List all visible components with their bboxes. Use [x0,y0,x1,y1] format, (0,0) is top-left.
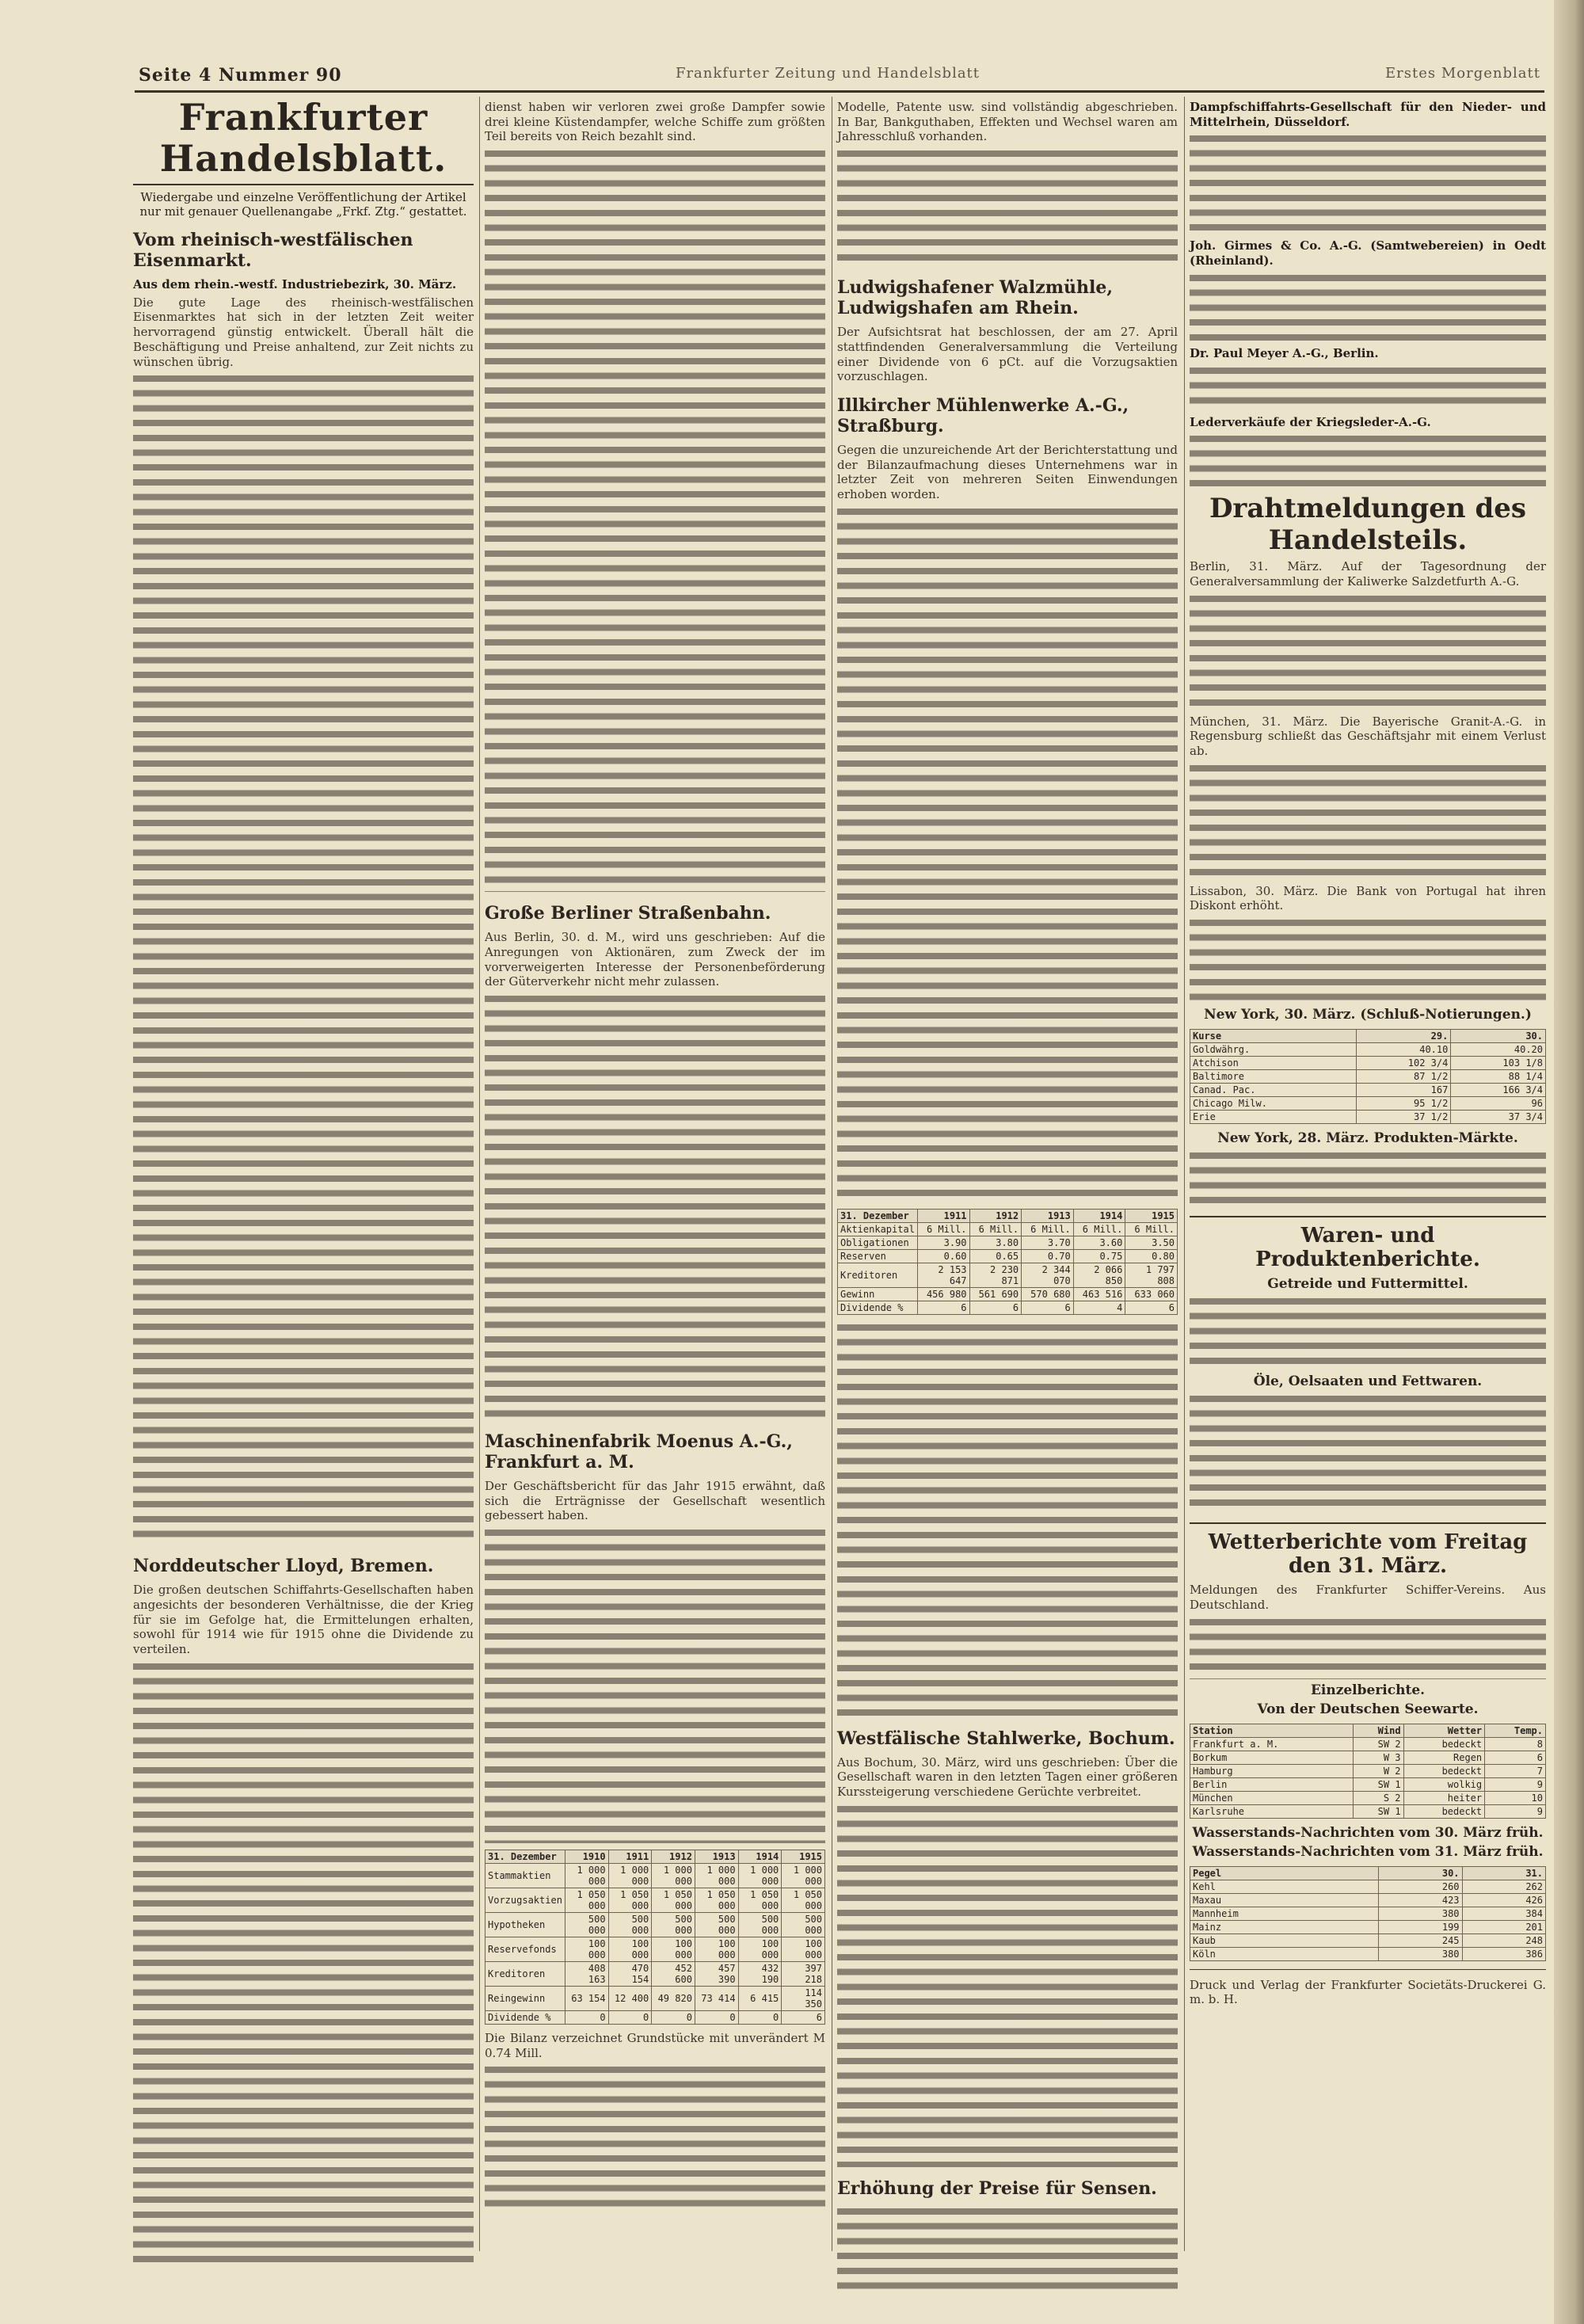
table-cell: 102 3/4 [1356,1057,1451,1070]
table-cell: Aktienkapital [838,1222,918,1236]
table-cell: 88 1/4 [1451,1070,1546,1084]
article-dateline: Aus dem rhein.-westf. Industriebezirk, 30. März. [133,277,457,291]
table-cell: 561 690 [969,1287,1022,1301]
table-cell: 49 820 [652,1987,695,2011]
table-cell: 12 400 [608,1987,652,2011]
notice-body-text [1190,272,1546,343]
table-cell: Hamburg [1190,1764,1354,1777]
report-body-text [1190,1392,1546,1511]
column-header: 1911 [917,1209,969,1222]
table-cell: 6 Mill. [969,1222,1022,1236]
column-header: 1915 [1125,1209,1178,1222]
article-body-text [485,2063,825,2214]
article-body-text [133,372,474,1545]
column-header: 29. [1356,1030,1451,1043]
report-body-text [1190,1295,1546,1370]
table-cell: S 2 [1353,1791,1403,1804]
table-cell: 408 163 [565,1962,608,1987]
table-cell: 6 Mill. [917,1222,969,1236]
article-body-text [837,1321,1178,1717]
table-row [1190,1070,1546,1084]
table-cell: Baltimore [1190,1070,1357,1084]
table-row [1190,1764,1546,1777]
table-cell: 1 797 808 [1125,1263,1178,1287]
table-cell: 100 000 [782,1937,825,1962]
table-cell: 6 [917,1301,969,1314]
table-row [838,1249,1178,1263]
table-cell: 96 [1451,1097,1546,1111]
table-cell: 260 [1379,1880,1462,1893]
section-heading: Drahtmeldungen des Handelsteils. [1209,493,1527,557]
table-row [1190,1111,1546,1124]
table-cell: 100 000 [565,1937,608,1962]
notice: Dampfschiffahrts-Gesellschaft für den Nieder- und Mittelrhein, Düsseldorf. [1190,100,1546,129]
table-header-row [838,1209,1178,1222]
column-header: Kurse [1190,1030,1357,1043]
table-cell: 6 Mill. [1125,1222,1178,1236]
table-row [1190,1777,1546,1791]
column-rule [1184,97,1185,2251]
table-cell: 457 390 [695,1962,738,1987]
table-cell: 37 3/4 [1451,1111,1546,1124]
column-header: Temp. [1485,1724,1546,1737]
subsection-heading: Einzelberichte. [1310,1682,1426,1698]
table-cell: 463 516 [1073,1287,1125,1301]
page-header [139,65,1540,86]
table-cell: bedeckt [1403,1764,1485,1777]
table-header-row [485,1850,825,1864]
article-body-text [837,147,1178,266]
table-cell: 0 [695,2011,738,2025]
balance-table [485,1850,825,2025]
table-cell: Berlin [1190,1777,1354,1791]
article-headline: Erhöhung der Preise für Sensen. [837,2177,1157,2199]
article-paragraph: Aus Bochum, 30. März, wird uns geschrieben: Über die Gesellschaft waren in den letzten Tagen einer größeren Kurssteigerung verschiedene Gerüchte verbreitet. [837,1754,1178,1800]
table-row [838,1263,1178,1287]
market-heading: New York, 30. März. (Schluß-Notierungen.) [1204,1007,1532,1023]
table-cell: wolkig [1403,1777,1485,1791]
column-header: 1914 [1073,1209,1125,1222]
page-edge [1554,0,1584,2324]
column-header: 1912 [969,1209,1022,1222]
balance-table [837,1209,1178,1315]
table-cell: 500 000 [782,1913,825,1937]
table-cell: 87 1/2 [1356,1070,1451,1084]
table-cell: 100 000 [652,1937,695,1962]
table-row [485,1864,825,1888]
table-cell: W 3 [1353,1751,1403,1764]
table-row [1190,1791,1546,1804]
column-3 [837,97,1178,2295]
table-cell: 262 [1462,1880,1545,1893]
table-cell: SW 2 [1353,1737,1403,1751]
article-paragraph: Der Geschäftsbericht für das Jahr 1915 erwähnt, daß sich die Erträgnisse der Gesellschaft wesentlich gebessert haben. [485,1478,825,1523]
table-cell: Hypotheken [485,1913,565,1937]
masthead-subtitle: Wiedergabe und einzelne Veröffentlichung der Artikel nur mit genauer Quellenangabe „Frkf. Ztg.“ gestattet. [139,190,467,219]
table-cell: 100 000 [608,1937,652,1962]
table-cell: 0.65 [969,1249,1022,1263]
weather-subtitle: Meldungen des Frankfurter Schiffer-Vereins. Aus Deutschland. [1190,1583,1546,1612]
telegram: Berlin, 31. März. Auf der Tagesordnung der Generalversammlung der Kaliwerke Salzdetfurth A.-G. [1190,559,1546,589]
table-row [485,1987,825,2011]
table-cell: Atchison [1190,1057,1357,1070]
table-cell: 1 000 000 [695,1864,738,1888]
table-cell: 2 153 647 [917,1263,969,1287]
table-cell: Kehl [1190,1880,1379,1893]
table-cell: 1 050 000 [652,1888,695,1913]
article-headline: Ludwigshafener Walzmühle, Ludwigshafen am Rhein. [837,277,1114,319]
table-cell: 633 060 [1125,1287,1178,1301]
table-cell: 452 600 [652,1962,695,1987]
article-body-text [485,992,825,1420]
table-header-row [1190,1030,1546,1043]
table-row [838,1301,1178,1314]
table-cell: Maxau [1190,1893,1379,1907]
table-cell: 423 [1379,1893,1462,1907]
column-header: 31. [1462,1866,1545,1880]
section-heading: Waren- und Produktenberichte. [1190,1216,1546,1271]
table-header-row [1190,1724,1546,1737]
header-edition: Erstes Morgenblatt [1385,65,1540,82]
table-cell: 470 154 [608,1962,652,1987]
article-paragraph: Die gute Lage des rheinisch-westfälischen Eisenmarktes hat sich in der letzten Zeit weiter hervorragend günstig entwickelt. Überall hält die Beschäftigung und Preise anhaltend, zur Zeit nichts zu wünschen übrig. [133,295,474,369]
table-cell: 8 [1485,1737,1546,1751]
table-cell: 3.60 [1073,1236,1125,1249]
table-cell: Frankfurt a. M. [1190,1737,1354,1751]
column-2 [485,97,825,2217]
article-paragraph: Der Aufsichtsrat hat beschlossen, der am 27. April stattfindenden Generalversammlung die Verteilung einer Dividende von 6 pCt. auf die Vorzugsaktien vorzuschlagen. [837,325,1178,384]
table-cell: 6 [1485,1751,1546,1764]
table-row [1190,1057,1546,1070]
table-cell: 114 350 [782,1987,825,2011]
table-cell: 386 [1462,1947,1545,1960]
article-headline: Westfälische Stahlwerke, Bochum. [837,1728,1175,1749]
table-row [1190,1097,1546,1111]
table-cell: Kreditoren [838,1263,918,1287]
market-heading: New York, 28. März. Produkten-Märkte. [1217,1130,1518,1147]
table-row [485,1888,825,1913]
column-header: Wind [1353,1724,1403,1737]
table-cell: 0.60 [917,1249,969,1263]
article-paragraph: Modelle, Patente usw. sind vollständig abgeschrieben. In Bar, Bankguthaben, Effekten und Wechsel waren am Jahresschluß vorhanden. [837,100,1178,144]
table-cell: Kaub [1190,1933,1379,1947]
table-cell: Chicago Milw. [1190,1097,1357,1111]
column-header: 31. Dezember [838,1209,918,1222]
table-cell: 95 1/2 [1356,1097,1451,1111]
table-cell: 1 000 000 [565,1864,608,1888]
column-header: Pegel [1190,1866,1379,1880]
notice-body-text [1190,364,1546,412]
table-row [838,1222,1178,1236]
table-cell: 1 050 000 [695,1888,738,1913]
telegram-body-text [1190,762,1546,881]
column-header: Station [1190,1724,1354,1737]
table-cell: 6 415 [738,1987,782,2011]
table-cell: 40.20 [1451,1043,1546,1057]
column-header: 1912 [652,1850,695,1864]
table-row [485,1962,825,1987]
page-number: Seite 4 Nummer 90 [139,65,342,86]
column-header: 1913 [1022,1209,1074,1222]
table-row [1190,1084,1546,1097]
article-body-text [837,505,1178,1202]
subsection-heading: Öle, Oelsaaten und Fettwaren. [1253,1373,1483,1390]
table-cell: 245 [1379,1933,1462,1947]
column-header: Wetter [1403,1724,1485,1737]
column-header: 31. Dezember [485,1850,565,1864]
table-cell: 456 980 [917,1287,969,1301]
subsection-heading: Getreide und Futtermittel. [1267,1276,1468,1293]
table-cell: Obligationen [838,1236,918,1249]
imprint: Druck und Verlag der Frankfurter Societäts-Druckerei G. m. b. H. [1190,1977,1546,2007]
table-cell: 103 1/8 [1451,1057,1546,1070]
table-cell: Dividende % [838,1301,918,1314]
table-cell: 167 [1356,1084,1451,1097]
table-cell: Borkum [1190,1751,1354,1764]
table-row [1190,1893,1546,1907]
notice: Joh. Girmes & Co. A.-G. (Samtwebereien) in Oedt (Rheinland). [1190,238,1546,269]
article-body-text [837,1803,1178,2167]
table-cell: 500 000 [738,1913,782,1937]
table-header-row [1190,1866,1546,1880]
table-cell: München [1190,1791,1354,1804]
article-headline: Maschinenfabrik Moenus A.-G., Frankfurt a. M. [485,1431,793,1473]
section-heading: Wasserstands-Nachrichten vom 30. März früh. [1192,1824,1544,1841]
table-cell: 3.80 [969,1236,1022,1249]
column-header: 1915 [782,1850,825,1864]
table-row [838,1236,1178,1249]
column-header: 1911 [608,1850,652,1864]
header-rule [135,90,1544,93]
article-headline: Illkircher Mühlenwerke A.-G., Straßburg. [837,394,1129,436]
column-header: 1914 [738,1850,782,1864]
table-cell: 6 Mill. [1073,1222,1125,1236]
telegram: Lissabon, 30. März. Die Bank von Portugal hat ihren Diskont erhöht. [1190,883,1546,913]
table-cell: 37 1/2 [1356,1111,1451,1124]
table-cell: 1 000 000 [608,1864,652,1888]
article-body-text [837,2205,1178,2292]
table-cell: 40.10 [1356,1043,1451,1057]
table-cell: heiter [1403,1791,1485,1804]
article-body-text [485,1526,825,1843]
table-cell: SW 1 [1353,1804,1403,1818]
table-cell: 397 218 [782,1962,825,1987]
table-cell: 248 [1462,1933,1545,1947]
table-row [1190,1043,1546,1057]
table-cell: bedeckt [1403,1737,1485,1751]
table-row [1190,1947,1546,1960]
article-paragraph: Gegen die unzureichende Art der Berichterstattung und der Bilanzaufmachung dieses Unternehmens war in letzter Zeit von mehreren Seiten Einwendungen erhoben worden. [837,442,1178,502]
table-cell: 0 [652,2011,695,2025]
notice-body-text [1190,132,1546,235]
article-paragraph: Die großen deutschen Schiffahrts-Gesellschaften haben angesichts der besonderen Verhältnisse, die der Krieg für sie im Gefolge hat, die Ermittelungen erhalten, sowohl für 1914 wie für 1915 ohne die Dividende zu verteilen. [133,1583,474,1657]
article-headline: Vom rheinisch-westfälischen Eisenmarkt. [133,230,413,271]
table-cell: bedeckt [1403,1804,1485,1818]
table-cell: 500 000 [565,1913,608,1937]
table-cell: 2 344 070 [1022,1263,1074,1287]
column-rule [479,97,480,2251]
table-cell: 384 [1462,1907,1545,1920]
column-header: 1910 [565,1850,608,1864]
table-row [838,1287,1178,1301]
article-paragraph: dienst haben wir verloren zwei große Dampfer sowie drei kleine Küstendampfer, welche Schiffe zum größten Teil bereits von Reich bezahlt sind. [485,100,825,144]
market-body-text [1190,1149,1546,1205]
table-row [1190,1880,1546,1893]
notice: Dr. Paul Meyer A.-G., Berlin. [1190,345,1379,360]
table-cell: Mannheim [1190,1907,1379,1920]
table-cell: Gewinn [838,1287,918,1301]
article-body-text [485,147,825,892]
table-cell: 380 [1379,1947,1462,1960]
table-cell: Erie [1190,1111,1357,1124]
section-heading: Wetterberichte vom Freitag den 31. März. [1190,1522,1546,1578]
table-cell: SW 1 [1353,1777,1403,1791]
table-cell: 2 066 850 [1073,1263,1125,1287]
table-cell: 426 [1462,1893,1545,1907]
article-paragraph: Aus Berlin, 30. d. M., wird uns geschrieben: Auf die Anregungen von Aktionären, zum Zweck der im vorverweigerten Interesse der Personenbeförderung der Güterverkehr nicht mehr zulassen. [485,930,825,989]
water-level-table [1190,1866,1546,1961]
article-headline: Große Berliner Straßenbahn. [485,903,771,924]
table-cell: 10 [1485,1791,1546,1804]
table-cell: 6 [1022,1301,1074,1314]
table-cell: 1 000 000 [652,1864,695,1888]
column-header: 30. [1379,1866,1462,1880]
table-cell: 6 [782,2011,825,2025]
table-cell: 0 [565,2011,608,2025]
table-cell: 500 000 [608,1913,652,1937]
table-row [485,1913,825,1937]
table-cell: 380 [1379,1907,1462,1920]
table-row [485,1937,825,1962]
table-cell: 201 [1462,1920,1545,1933]
table-row [1190,1751,1546,1764]
table-cell: Dividende % [485,2011,565,2025]
masthead: Frankfurter Handelsblatt. [133,97,474,185]
notice-body-text [1190,432,1546,488]
table-row [1190,1737,1546,1751]
table-row [485,2011,825,2025]
column-4 [1190,97,1546,2010]
table-cell: 6 [1125,1301,1178,1314]
table-cell: Reserven [838,1249,918,1263]
table-cell: 1 050 000 [565,1888,608,1913]
table-cell: 63 154 [565,1987,608,2011]
subsection-heading: Von der Deutschen Seewarte. [1257,1701,1479,1717]
weather-table [1190,1724,1546,1819]
table-row [1190,1907,1546,1920]
table-cell: 0.70 [1022,1249,1074,1263]
table-cell: 1 050 000 [782,1888,825,1913]
column-header: 30. [1451,1030,1546,1043]
table-cell: 1 050 000 [738,1888,782,1913]
table-cell: 9 [1485,1777,1546,1791]
table-cell: 2 230 871 [969,1263,1022,1287]
table-cell: 6 Mill. [1022,1222,1074,1236]
table-cell: 7 [1485,1764,1546,1777]
header-title: Frankfurter Zeitung und Handelsblatt [675,65,980,82]
table-cell: Mainz [1190,1920,1379,1933]
table-cell: 570 680 [1022,1287,1074,1301]
table-cell: 6 [969,1301,1022,1314]
table-cell: 0 [608,2011,652,2025]
table-cell: Vorzugsaktien [485,1888,565,1913]
telegram: München, 31. März. Die Bayerische Granit-A.-G. in Regensburg schließt das Geschäftsjahr mit einem Verlust ab. [1190,714,1546,759]
telegram-body-text [1190,916,1546,1004]
table-cell: 3.70 [1022,1236,1074,1249]
table-cell: 73 414 [695,1987,738,2011]
table-cell: Reingewinn [485,1987,565,2011]
table-cell: Karlsruhe [1190,1804,1354,1818]
divider [1190,1969,1546,1970]
table-cell: 500 000 [652,1913,695,1937]
table-cell: Regen [1403,1751,1485,1764]
table-cell: Stammaktien [485,1864,565,1888]
notice: Lederverkäufe der Kriegsleder-A.-G. [1190,414,1431,429]
table-cell: 0 [738,2011,782,2025]
table-cell: 0.80 [1125,1249,1178,1263]
table-cell: Köln [1190,1947,1379,1960]
table-row [1190,1933,1546,1947]
table-cell: 199 [1379,1920,1462,1933]
table-cell: 100 000 [695,1937,738,1962]
table-cell: 166 3/4 [1451,1084,1546,1097]
table-cell: Kreditoren [485,1962,565,1987]
table-cell: 9 [1485,1804,1546,1818]
article-body-text [133,1660,474,2262]
weather-body-text [1190,1616,1546,1679]
table-row [1190,1804,1546,1818]
table-cell: Canad. Pac. [1190,1084,1357,1097]
table-note: Die Bilanz verzeichnet Grundstücke mit unverändert M 0.74 Mill. [485,2031,825,2060]
table-cell: 0.75 [1073,1249,1125,1263]
table-cell: 432 190 [738,1962,782,1987]
table-cell: 1 050 000 [608,1888,652,1913]
column-header: 1913 [695,1850,738,1864]
column-1 [133,97,474,2265]
telegram-body-text [1190,592,1546,711]
table-cell: 3.90 [917,1236,969,1249]
table-row [1190,1920,1546,1933]
table-cell: 100 000 [738,1937,782,1962]
table-cell: 1 000 000 [738,1864,782,1888]
table-cell: W 2 [1353,1764,1403,1777]
table-cell: 4 [1073,1301,1125,1314]
table-cell: 500 000 [695,1913,738,1937]
table-cell: Goldwährg. [1190,1043,1357,1057]
stock-quotes-table [1190,1029,1546,1124]
section-heading: Wasserstands-Nachrichten vom 31. März früh. [1192,1843,1544,1860]
table-cell: Reservefonds [485,1937,565,1962]
table-cell: 3.50 [1125,1236,1178,1249]
article-headline: Norddeutscher Lloyd, Bremen. [133,1556,434,1577]
table-cell: 1 000 000 [782,1864,825,1888]
